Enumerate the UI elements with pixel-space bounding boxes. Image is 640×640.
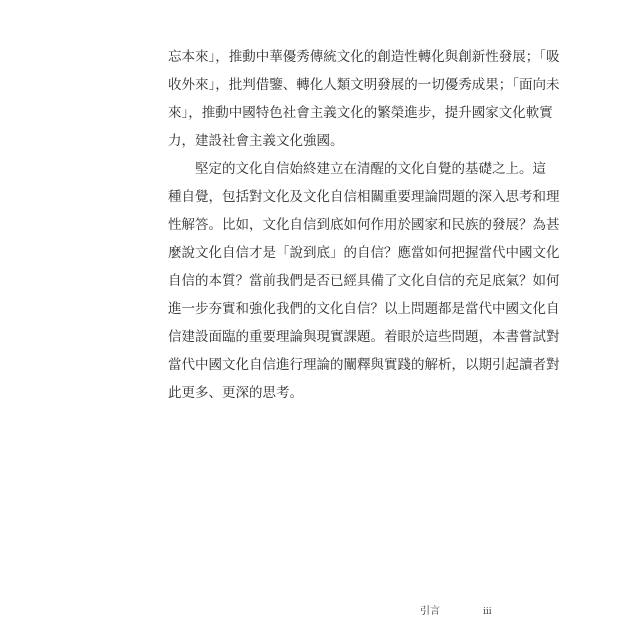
text-line: 來」，推動中國特色社會主義文化的繁榮進步，提升國家文化軟實 — [168, 105, 553, 121]
text-line: 力，建設社會主義文化強國。 — [168, 133, 344, 149]
text-line: 種自覺，包括對文化及文化自信相關重要理論問題的深入思考和理 — [168, 189, 560, 205]
text-line: 性解答。比如，文化自信到底如何作用於國家和民族的發展？為甚 — [168, 217, 560, 233]
text-line: 堅定的文化自信始終建立在清醒的文化自覺的基礎之上。這 — [168, 161, 546, 177]
text-line: 收外來」，批判借鑒、轉化人類文明發展的一切優秀成果；「面向未 — [168, 77, 560, 93]
running-footer-section-title: 引言 — [420, 606, 440, 617]
text-line: 此更多、更深的思考。 — [168, 385, 303, 401]
text-line: 自信的本質？當前我們是否已經具備了文化自信的充足底氣？如何 — [168, 273, 560, 289]
text-line: 忘本來」，推動中華優秀傳統文化的創造性轉化與創新性發展；「吸 — [168, 49, 560, 65]
paragraph-1 — [168, 43, 560, 155]
paragraph-2 — [168, 155, 560, 407]
text-line: 麼說文化自信才是「說到底」的自信？應當如何把握當代中國文化 — [168, 245, 560, 261]
text-line: 進一步夯實和強化我們的文化自信？以上問題都是當代中國文化自 — [168, 301, 560, 317]
page-number: iii — [483, 607, 492, 617]
text-line: 信建設面臨的重要理論與現實課題。着眼於這些問題，本書嘗試對 — [168, 329, 560, 345]
text-line: 當代中國文化自信進行理論的闡釋與實踐的解析，以期引起讀者對 — [168, 357, 560, 373]
body-text — [168, 43, 560, 407]
